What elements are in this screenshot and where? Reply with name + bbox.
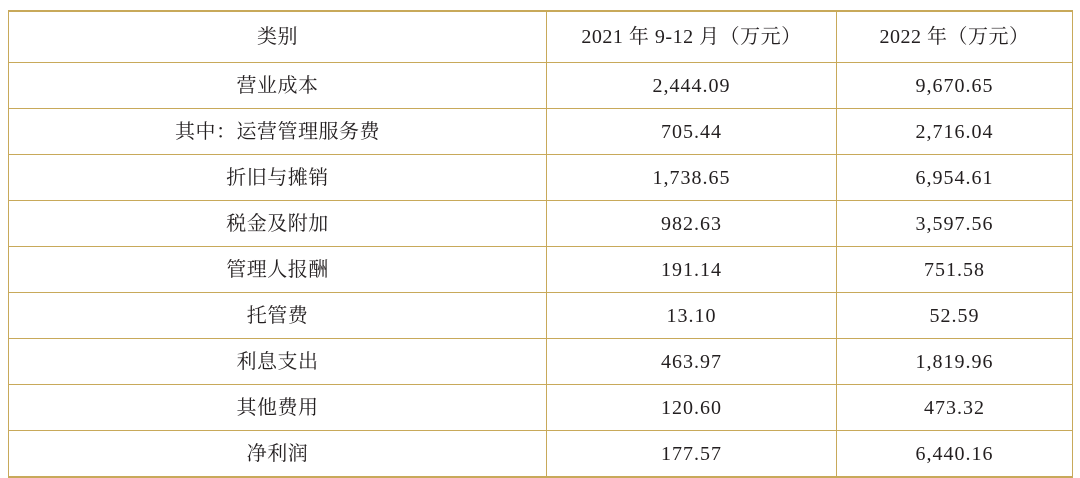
table-row	[9, 109, 1073, 155]
row-label: 营业成本	[9, 63, 547, 109]
row-label: 其他费用	[9, 385, 547, 431]
row-value-2022: 2,716.04	[837, 109, 1073, 155]
row-value-2022: 3,597.56	[837, 201, 1073, 247]
row-label: 托管费	[9, 293, 547, 339]
row-label: 利息支出	[9, 339, 547, 385]
table-row	[9, 63, 1073, 109]
row-value-2022: 751.58	[837, 247, 1073, 293]
row-label: 管理人报酬	[9, 247, 547, 293]
row-value-2022: 6,440.16	[837, 431, 1073, 478]
column-header-2021: 2021 年 9-12 月（万元）	[547, 11, 837, 63]
row-value-2022: 9,670.65	[837, 63, 1073, 109]
table-row	[9, 339, 1073, 385]
row-value-2021: 1,738.65	[547, 155, 837, 201]
column-header-category: 类别	[9, 11, 547, 63]
row-value-2021: 191.14	[547, 247, 837, 293]
row-label: 其中：运营管理服务费	[9, 109, 547, 155]
table-header-row	[9, 11, 1073, 63]
row-label: 净利润	[9, 431, 547, 478]
row-value-2021: 705.44	[547, 109, 837, 155]
table-row	[9, 431, 1073, 478]
table-row	[9, 385, 1073, 431]
row-value-2022: 473.32	[837, 385, 1073, 431]
row-value-2022: 1,819.96	[837, 339, 1073, 385]
row-value-2021: 13.10	[547, 293, 837, 339]
row-value-2022: 6,954.61	[837, 155, 1073, 201]
row-value-2021: 463.97	[547, 339, 837, 385]
row-value-2021: 982.63	[547, 201, 837, 247]
table-row	[9, 201, 1073, 247]
table-header	[9, 11, 1073, 63]
row-value-2022: 52.59	[837, 293, 1073, 339]
column-header-2022: 2022 年（万元）	[837, 11, 1073, 63]
table-row	[9, 155, 1073, 201]
row-value-2021: 2,444.09	[547, 63, 837, 109]
row-value-2021: 177.57	[547, 431, 837, 478]
table-row	[9, 293, 1073, 339]
table-body	[9, 63, 1073, 478]
financial-table	[8, 10, 1073, 478]
row-label: 折旧与摊销	[9, 155, 547, 201]
row-value-2021: 120.60	[547, 385, 837, 431]
row-label: 税金及附加	[9, 201, 547, 247]
table-row	[9, 247, 1073, 293]
